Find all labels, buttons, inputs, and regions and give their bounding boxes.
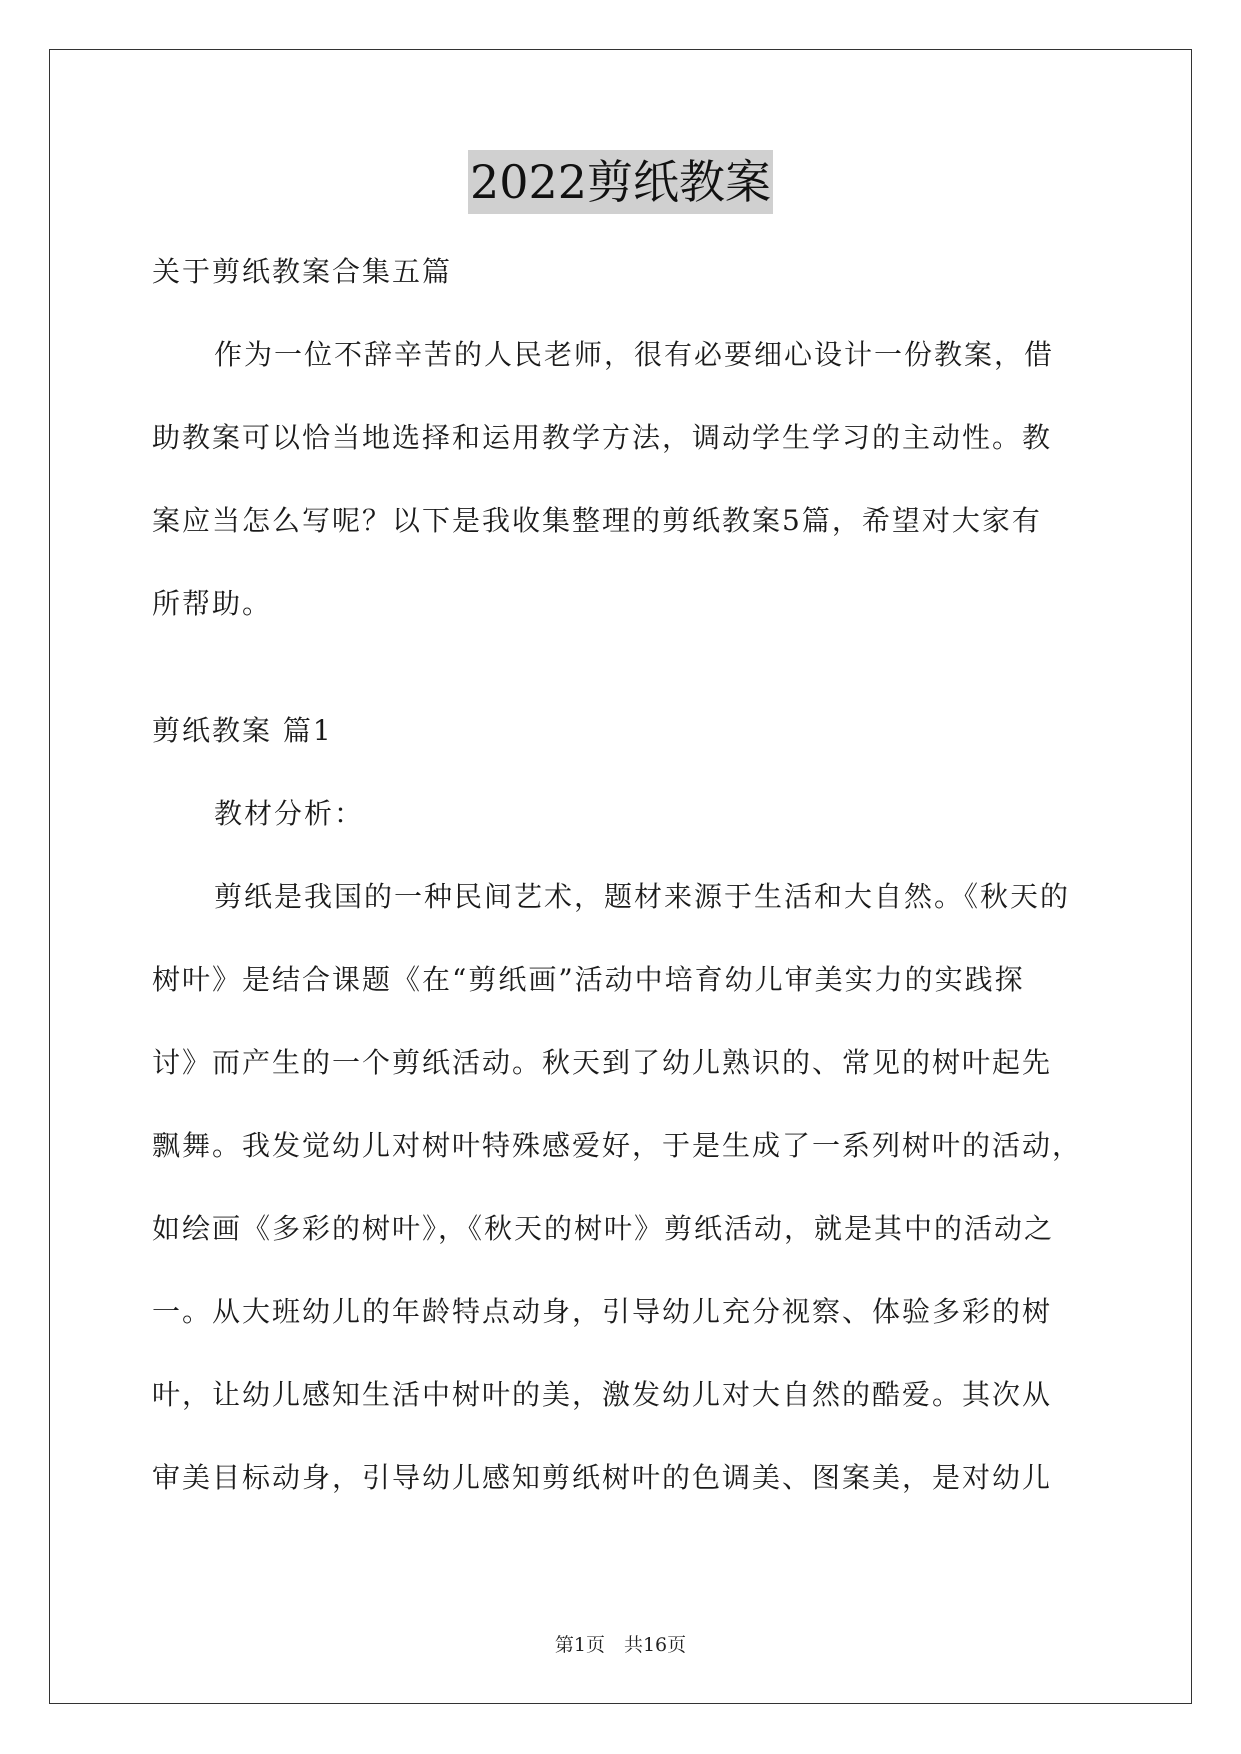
intro-line: 作为一位不辞辛苦的人民老师，很有必要细心设计一份教案，借 [214,338,1055,371]
document-title: 2022剪纸教案 [468,150,773,214]
document-subtitle: 关于剪纸教案合集五篇 [152,255,453,288]
body-line: 审美目标动身，引导幼儿感知剪纸树叶的色调美、图案美，是对幼儿 [152,1461,1053,1494]
title-container [0,150,1241,214]
intro-line: 所帮助。 [152,587,273,620]
paragraph-gap [152,645,1092,689]
subheading: 教材分析： [214,797,365,830]
body-line: 剪纸是我国的一种民间艺术，题材来源于生活和大自然。《秋天的 [214,880,1071,913]
body-line: 叶，让幼儿感知生活中树叶的美，激发幼儿对大自然的酷爱。其次从 [152,1378,1053,1411]
intro-line: 案应当怎么写呢？以下是我收集整理的剪纸教案5篇，希望对大家有 [152,504,1042,537]
page-number-footer: 第1页 共16页 [554,1634,687,1656]
body-line: 飘舞。我发觉幼儿对树叶特殊感爱好，于是生成了一系列树叶的活动， [152,1129,1083,1162]
body-line: 讨》而产生的一个剪纸活动。秋天到了幼儿熟识的、常见的树叶起先 [152,1046,1053,1079]
intro-line: 助教案可以恰当地选择和运用教学方法，调动学生学习的主动性。教 [152,421,1053,454]
document-body [152,230,1092,1519]
body-line: 树叶》是结合课题《在“剪纸画”活动中培育幼儿审美实力的实践探 [152,963,1025,996]
section-heading: 剪纸教案 篇1 [152,714,333,747]
body-line: 一。从大班幼儿的年龄特点动身，引导幼儿充分视察、体验多彩的树 [152,1295,1053,1328]
body-line: 如绘画《多彩的树叶》，《秋天的树叶》剪纸活动，就是其中的活动之 [152,1212,1055,1245]
